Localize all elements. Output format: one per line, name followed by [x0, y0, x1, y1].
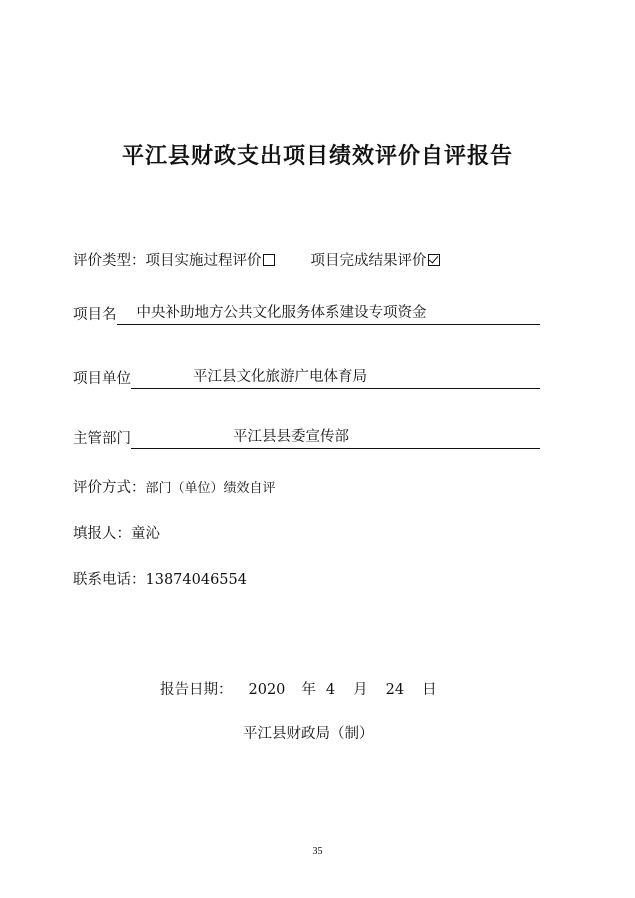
project-unit-value: 平江县文化旅游广电体育局 — [193, 369, 367, 385]
evaluation-method-label: 评价方式： — [73, 480, 146, 496]
phone-value: 13874046554 — [145, 572, 247, 588]
phone-row — [73, 570, 247, 590]
issuer: 平江县财政局（制） — [243, 726, 374, 742]
process-evaluation-label: 项目实施过程评价 — [145, 253, 262, 269]
filler-label: 填报人： — [73, 526, 131, 542]
project-unit-row — [73, 368, 540, 389]
phone-label: 联系电话： — [73, 572, 146, 588]
filler-value: 童沁 — [131, 526, 160, 542]
report-date-month: 4 — [325, 682, 336, 698]
report-date-year-unit: 年 — [301, 682, 316, 698]
page-number: 35 — [312, 846, 323, 857]
result-evaluation-label: 项目完成结果评价 — [310, 253, 427, 269]
supervising-dept-label: 主管部门 — [73, 431, 131, 447]
evaluation-method-value: 部门（单位）绩效自评 — [145, 481, 276, 496]
report-date-row — [160, 680, 437, 700]
project-name-value: 中央补助地方公共文化服务体系建设专项资金 — [136, 305, 427, 321]
report-date-month-unit: 月 — [353, 682, 368, 698]
report-date-label: 报告日期： — [160, 682, 233, 698]
supervising-dept-field — [131, 428, 540, 449]
supervising-dept-row — [73, 428, 540, 449]
report-title: 平江县财政支出项目绩效评价自评报告 — [121, 144, 513, 169]
report-date-year: 2020 — [248, 682, 286, 698]
evaluation-method-row — [73, 478, 276, 499]
process-evaluation-checkbox[interactable] — [263, 254, 275, 266]
filler-row — [73, 524, 160, 544]
supervising-dept-value: 平江县县委宣传部 — [233, 429, 349, 445]
evaluation-type-row — [73, 251, 440, 271]
evaluation-type-label: 评价类型： — [73, 253, 146, 269]
project-name-row — [73, 304, 540, 325]
project-name-label: 项目名 — [73, 307, 117, 323]
project-unit-field — [131, 368, 540, 389]
result-evaluation-checkbox[interactable] — [428, 254, 440, 266]
project-name-field — [117, 304, 541, 325]
project-unit-label: 项目单位 — [73, 371, 131, 387]
report-date-day-unit: 日 — [422, 682, 437, 698]
report-date-day: 24 — [385, 682, 405, 698]
